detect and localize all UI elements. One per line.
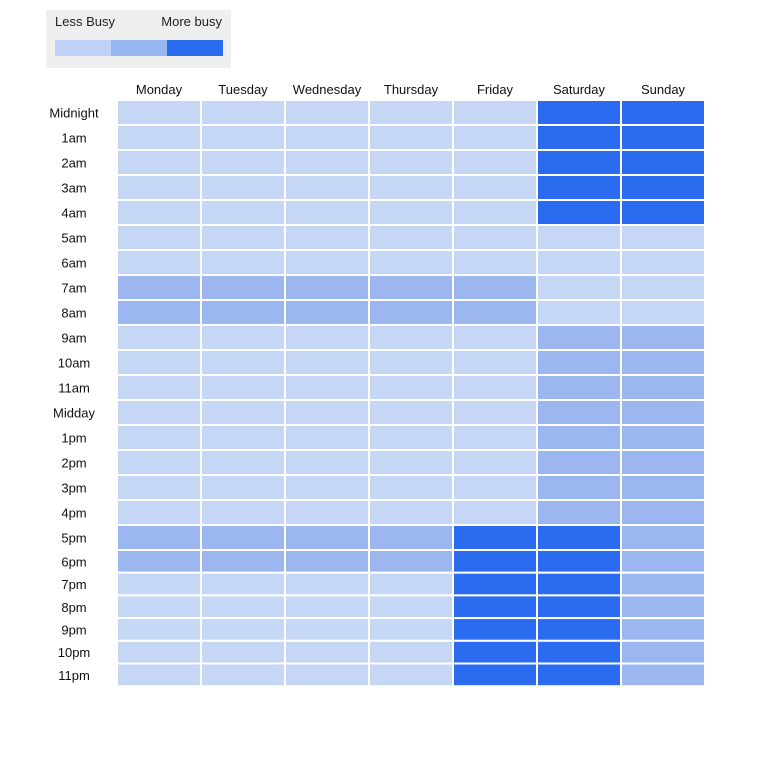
heatmap-cell <box>201 125 285 150</box>
row-label-6pm: 6pm <box>61 554 87 570</box>
heatmap-cell <box>369 325 453 350</box>
heatmap-cell <box>621 400 705 425</box>
heatmap-cell <box>117 595 201 618</box>
heatmap-cell <box>285 641 369 664</box>
heatmap-cell <box>117 175 201 200</box>
heatmap-cell <box>537 175 621 200</box>
heatmap-cell <box>117 150 201 175</box>
column-label-tuesday: Tuesday <box>218 82 268 97</box>
heatmap-cell <box>369 425 453 450</box>
heatmap-cell <box>537 525 621 550</box>
heatmap-cell <box>621 618 705 641</box>
column-label-friday: Friday <box>476 82 514 97</box>
row-label-3pm: 3pm <box>61 480 87 496</box>
heatmap-cell <box>369 150 453 175</box>
heatmap-cell <box>537 250 621 275</box>
heatmap-cell <box>117 475 201 500</box>
heatmap-cell <box>537 200 621 225</box>
heatmap-cell <box>369 475 453 500</box>
heatmap-cell <box>369 595 453 618</box>
heatmap-cell <box>453 200 537 225</box>
heatmap-cell <box>285 475 369 500</box>
heatmap-cell <box>201 400 285 425</box>
heatmap-cell <box>285 618 369 641</box>
heatmap-cell <box>201 275 285 300</box>
column-label-wednesday: Wednesday <box>292 82 362 97</box>
legend-high-label: More busy <box>161 14 222 29</box>
heatmap-cell <box>453 641 537 664</box>
heatmap-cell <box>201 175 285 200</box>
heatmap-cell <box>621 573 705 596</box>
heatmap-cell <box>453 350 537 375</box>
heatmap-cell <box>621 450 705 475</box>
heatmap-cell <box>117 100 201 125</box>
heatmap-cell <box>201 618 285 641</box>
heatmap-cell <box>285 350 369 375</box>
row-label-1am: 1am <box>61 130 87 146</box>
heatmap-cell <box>117 450 201 475</box>
legend-low-label: Less Busy <box>55 14 115 29</box>
heatmap-cell <box>537 641 621 664</box>
heatmap-cell <box>537 425 621 450</box>
heatmap-cell <box>369 225 453 250</box>
row-label-11pm: 11pm <box>58 667 90 683</box>
heatmap-cell <box>201 200 285 225</box>
heatmap-cell <box>537 618 621 641</box>
row-label-10am: 10am <box>57 355 91 371</box>
heatmap-cell <box>117 573 201 596</box>
heatmap-cell <box>621 300 705 325</box>
heatmap-cell <box>621 350 705 375</box>
heatmap-cell <box>621 225 705 250</box>
heatmap-cell <box>285 425 369 450</box>
heatmap-cell <box>201 100 285 125</box>
heatmap-cell <box>285 500 369 525</box>
heatmap-cell <box>621 475 705 500</box>
heatmap-cell <box>369 450 453 475</box>
heatmap-cell <box>537 475 621 500</box>
heatmap-cell <box>285 225 369 250</box>
heatmap-cell <box>453 475 537 500</box>
heatmap-cell <box>201 595 285 618</box>
heatmap-cell <box>369 100 453 125</box>
row-label-3am: 3am <box>61 180 87 196</box>
heatmap-cell <box>369 175 453 200</box>
heatmap-cell <box>537 325 621 350</box>
heatmap-cell <box>537 225 621 250</box>
heatmap-cell <box>537 300 621 325</box>
row-label-10pm: 10pm <box>57 645 91 661</box>
heatmap-cell <box>117 375 201 400</box>
heatmap-cell <box>201 475 285 500</box>
heatmap-cell <box>621 595 705 618</box>
heatmap-cell <box>285 375 369 400</box>
heatmap-cell <box>285 150 369 175</box>
heatmap-cell <box>537 573 621 596</box>
heatmap-cell <box>201 300 285 325</box>
heatmap-cell <box>285 250 369 275</box>
heatmap-cell <box>369 250 453 275</box>
heatmap-cell <box>537 125 621 150</box>
row-label-6am: 6am <box>61 255 87 271</box>
heatmap-cell <box>285 300 369 325</box>
row-label-11am: 11am <box>58 380 90 396</box>
row-label-1pm: 1pm <box>61 430 87 446</box>
column-label-saturday: Saturday <box>552 82 606 97</box>
heatmap-cell <box>369 618 453 641</box>
heatmap-cell <box>537 150 621 175</box>
heatmap-cell <box>369 300 453 325</box>
row-label-7am: 7am <box>61 280 87 296</box>
heatmap-cell <box>621 641 705 664</box>
row-label-9am: 9am <box>61 330 87 346</box>
row-label-5am: 5am <box>61 230 87 246</box>
row-label-8am: 8am <box>61 305 87 321</box>
heatmap-cell <box>117 350 201 375</box>
heatmap-cell <box>117 641 201 664</box>
heatmap-cell <box>285 595 369 618</box>
heatmap-cell <box>537 500 621 525</box>
heatmap-cell <box>285 175 369 200</box>
heatmap-cell <box>621 500 705 525</box>
heatmap-cell <box>201 525 285 550</box>
column-label-monday: Monday <box>135 82 183 97</box>
heatmap-cell <box>285 400 369 425</box>
heatmap-cell <box>285 100 369 125</box>
heatmap-cell <box>621 100 705 125</box>
heatmap-cell <box>453 425 537 450</box>
heatmap-cell <box>201 500 285 525</box>
heatmap-cell <box>369 125 453 150</box>
heatmap-cell <box>453 250 537 275</box>
row-label-4pm: 4pm <box>61 505 87 521</box>
heatmap-cell <box>285 275 369 300</box>
heatmap-cell <box>201 350 285 375</box>
heatmap-cell <box>369 664 453 687</box>
heatmap-cell <box>453 225 537 250</box>
heatmap-cell <box>537 100 621 125</box>
heatmap-cell <box>621 275 705 300</box>
heatmap-cell <box>117 525 201 550</box>
row-label-9pm: 9pm <box>61 622 87 638</box>
heatmap-cell <box>453 500 537 525</box>
heatmap-cell <box>537 275 621 300</box>
heatmap-cell <box>453 573 537 596</box>
heatmap-cell <box>117 550 201 573</box>
heatmap-cell <box>117 400 201 425</box>
heatmap-cell <box>369 500 453 525</box>
column-label-thursday: Thursday <box>383 82 439 97</box>
heatmap-cell <box>285 573 369 596</box>
heatmap-cell <box>453 275 537 300</box>
heatmap-cell <box>453 325 537 350</box>
row-label-midday: Midday <box>53 405 95 421</box>
heatmap-cell <box>117 664 201 687</box>
row-label-2pm: 2pm <box>61 455 87 471</box>
row-label-8pm: 8pm <box>61 599 87 615</box>
heatmap-cell <box>369 375 453 400</box>
heatmap-cell <box>285 450 369 475</box>
row-label-midnight: Midnight <box>49 105 99 121</box>
heatmap-cell <box>537 664 621 687</box>
heatmap-cell <box>369 550 453 573</box>
heatmap-cell <box>201 325 285 350</box>
heatmap-cell <box>453 618 537 641</box>
heatmap-cell <box>369 400 453 425</box>
heatmap-cell <box>117 425 201 450</box>
row-label-5pm: 5pm <box>61 530 87 546</box>
heatmap-cell <box>621 550 705 573</box>
heatmap-cell <box>285 525 369 550</box>
heatmap-cell <box>453 100 537 125</box>
heatmap-cell <box>201 425 285 450</box>
heatmap-cell <box>369 573 453 596</box>
heatmap-cell <box>453 150 537 175</box>
heatmap-cell <box>369 275 453 300</box>
heatmap-cell <box>201 664 285 687</box>
heatmap-cell <box>453 664 537 687</box>
heatmap-cell <box>621 150 705 175</box>
heatmap-cell <box>201 573 285 596</box>
heatmap-cell <box>453 400 537 425</box>
heatmap-cell <box>285 200 369 225</box>
heatmap-cell <box>621 200 705 225</box>
heatmap-cell <box>453 450 537 475</box>
heatmap-cell <box>285 325 369 350</box>
heatmap-cell <box>453 375 537 400</box>
heatmap-cell <box>369 200 453 225</box>
heatmap-cell <box>285 664 369 687</box>
heatmap-cell <box>201 150 285 175</box>
row-label-4am: 4am <box>61 205 87 221</box>
heatmap-cell <box>453 175 537 200</box>
heatmap-cell <box>369 641 453 664</box>
heatmap-cell <box>369 350 453 375</box>
heatmap-cell <box>453 525 537 550</box>
column-label-sunday: Sunday <box>640 82 686 97</box>
heatmap-cell <box>621 425 705 450</box>
heatmap-cell <box>117 300 201 325</box>
heatmap-cell <box>117 275 201 300</box>
heatmap-cell <box>621 525 705 550</box>
heatmap-cell <box>117 200 201 225</box>
heatmap-cell <box>201 550 285 573</box>
row-label-2am: 2am <box>61 155 87 171</box>
heatmap-cell <box>117 250 201 275</box>
heatmap-cell <box>453 595 537 618</box>
heatmap-cell <box>117 500 201 525</box>
heatmap-cell <box>537 595 621 618</box>
heatmap-cell <box>537 450 621 475</box>
heatmap-cell <box>453 550 537 573</box>
heatmap-cell <box>201 375 285 400</box>
row-label-7pm: 7pm <box>61 577 87 593</box>
heatmap-cell <box>369 525 453 550</box>
heatmap-cell <box>453 125 537 150</box>
heatmap-cell <box>201 641 285 664</box>
heatmap-cell <box>285 125 369 150</box>
heatmap-cell <box>537 550 621 573</box>
heatmap-cell <box>537 350 621 375</box>
heatmap-cell <box>621 325 705 350</box>
heatmap-cell <box>453 300 537 325</box>
heatmap-cell <box>201 450 285 475</box>
heatmap-cell <box>285 550 369 573</box>
heatmap-cell <box>621 375 705 400</box>
heatmap-cell <box>117 325 201 350</box>
heatmap-cell <box>621 125 705 150</box>
heatmap-cell <box>621 250 705 275</box>
heatmap-cell <box>537 375 621 400</box>
heatmap-cell <box>117 225 201 250</box>
heatmap-cell <box>621 175 705 200</box>
heatmap-cell <box>621 664 705 687</box>
heatmap-cell <box>201 250 285 275</box>
heatmap-cell <box>117 618 201 641</box>
heatmap-cell <box>537 400 621 425</box>
heatmap-cell <box>201 225 285 250</box>
heatmap-cell <box>117 125 201 150</box>
